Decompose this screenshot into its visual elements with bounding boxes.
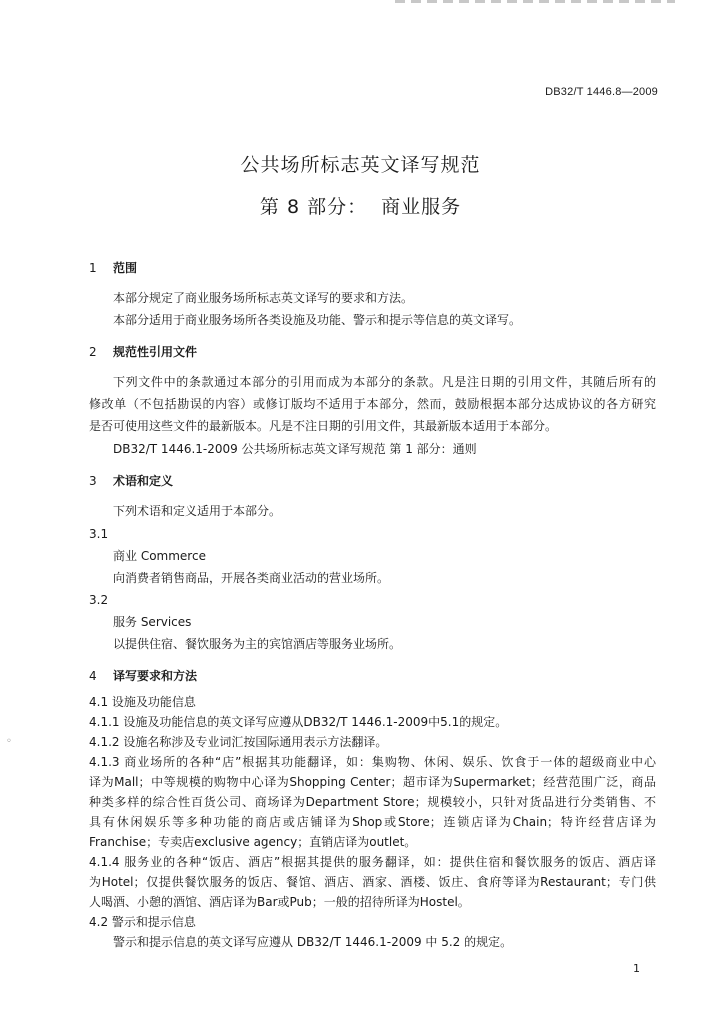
term-number: 3.2 <box>89 593 109 607</box>
section-heading-requirements: 译写要求和方法 <box>113 669 198 683</box>
reference-entry: DB32/T 1446.1-2009 公共场所标志英文译写规范 第 1 部分：通则 <box>113 442 477 456</box>
term-definition: 以提供住宿、餐饮服务为主的宾馆酒店等服务业场所。 <box>113 637 402 651</box>
term-name: 商业 Commerce <box>113 549 206 563</box>
section-number: 3 <box>89 474 97 488</box>
part-name: 商业服务 <box>381 196 462 218</box>
clause-line: Franchise；专卖店exclusive agency；直销店译为outlet。 <box>89 835 417 849</box>
clause-line: 4.1.3 商业场所的各种“店”根据其功能翻译，如：集购物、休闲、娱乐、饮食于一体的超级商业中心 <box>89 755 656 769</box>
term-definition: 向消费者销售商品，开展各类商业活动的营业场所。 <box>113 571 390 585</box>
section-heading-references: 规范性引用文件 <box>113 345 198 359</box>
clause: 4.1.1 设施及功能信息的英文译写应遵从DB32/T 1446.1-2009中5.1的规定。 <box>89 715 508 729</box>
clause-line: 为Hotel；仅提供餐饮服务的饭店、餐馆、酒店、酒家、酒楼、饭庄、食府等译为Restaurant；专门供 <box>89 875 656 889</box>
paragraph: 本部分规定了商业服务场所标志英文译写的要求和方法。 <box>113 291 414 305</box>
section-number: 1 <box>89 261 97 275</box>
clause-line: 译为Mall；中等规模的购物中心译为Shopping Center；超市译为Supermarket；经营范围广泛，商品 <box>89 775 656 789</box>
paragraph-line: 是否可使用这些文件的最新版本。凡是不注日期的引用文件，其最新版本适用于本部分。 <box>89 419 558 433</box>
clause: 4.1.2 设施名称涉及专业词汇按国际通用表示方法翻译。 <box>89 735 388 749</box>
paragraph-line: 修改单（不包括勘误的内容）或修订版均不适用于本部分，然而，鼓励根据本部分达成协议的各方研究 <box>89 397 656 411</box>
section-heading-terms: 术语和定义 <box>113 474 174 488</box>
subsection-heading: 4.2 警示和提示信息 <box>89 915 196 929</box>
clause: 警示和提示信息的英文译写应遵从 DB32/T 1446.1-2009 中 5.2 的规定。 <box>113 935 513 949</box>
section-number: 2 <box>89 345 97 359</box>
paragraph: 下列术语和定义适用于本部分。 <box>113 504 282 518</box>
subsection-heading: 4.1 设施及功能信息 <box>89 695 196 709</box>
part-label: 第 8 部分： <box>259 196 368 218</box>
document-subtitle <box>0 192 721 219</box>
term-number: 3.1 <box>89 527 109 541</box>
page-number: 1 <box>633 962 640 975</box>
clause-line: 种类多样的综合性百货公司、商场译为Department Store；规模较小，只针对货品进行分类销售、不 <box>89 795 656 809</box>
scan-artifact-top <box>395 0 675 3</box>
paragraph: 本部分适用于商业服务场所各类设施及功能、警示和提示等信息的英文译写。 <box>113 313 522 327</box>
paragraph-line: 下列文件中的条款通过本部分的引用而成为本部分的条款。凡是注日期的引用文件，其随后所有的 <box>113 375 656 389</box>
clause-line: 人喝酒、小憩的酒馆、酒店译为Bar或Pub；一般的招待所译为Hostel。 <box>89 895 470 909</box>
section-number: 4 <box>89 669 97 683</box>
section-heading-scope: 范围 <box>113 261 138 275</box>
clause-line: 具有休闲娱乐等多种功能的商店或店铺译为Shop或Store；连锁店译为Chain；特许经营店译为 <box>89 815 656 829</box>
scan-artifact-left: ◦ <box>6 736 12 747</box>
document-title: 公共场所标志英文译写规范 <box>240 154 481 176</box>
term-name: 服务 Services <box>113 615 192 629</box>
clause-line: 4.1.4 服务业的各种“饭店、酒店”根据其提供的服务翻译，如：提供住宿和餐饮服务的饭店、酒店译 <box>89 855 656 869</box>
document-code: DB32/T 1446.8—2009 <box>545 86 658 98</box>
